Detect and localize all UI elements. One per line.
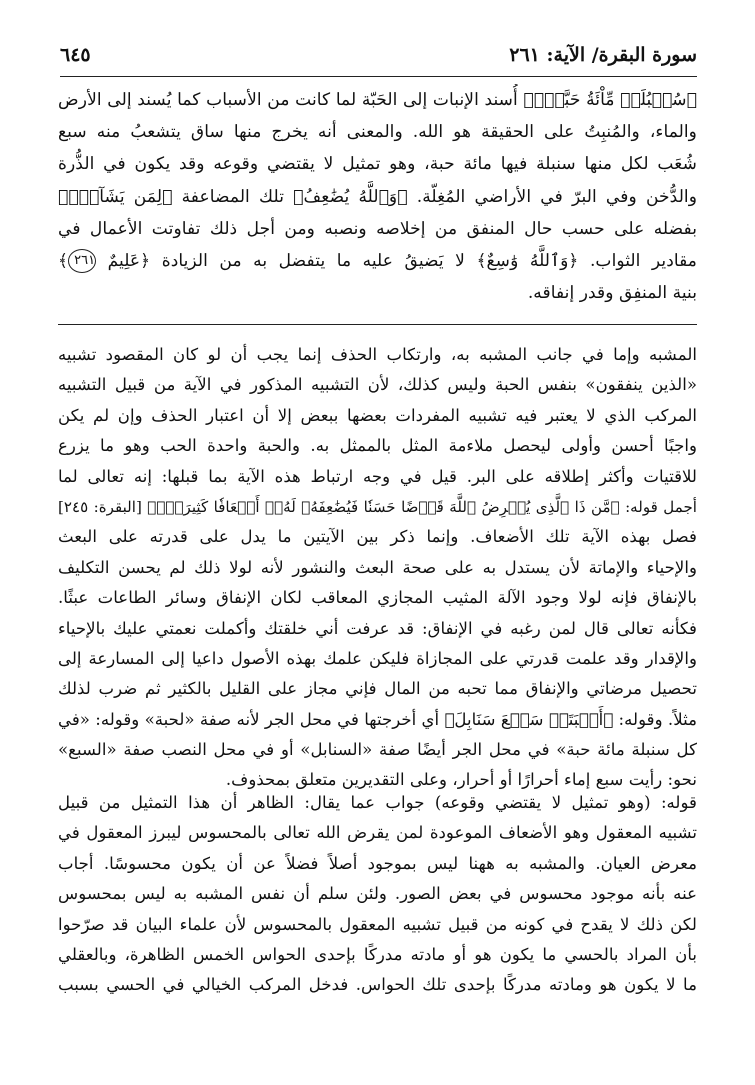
text-line: والإحياء والإماتة لأن يستدل به على صحة البعث والنشور لأنه لولا ذلك لم يحسن التكليف (58, 557, 697, 577)
text-line: تحصيل مرضاتي والإنفاق مما تحبه من المال فإني مجاز على القليل بالكثير ثم ضرب لذلك (58, 679, 697, 699)
verse-number-marker: ٢٦١ (68, 249, 96, 273)
text-line: نحو: رأيت سبع إماء أحرارًا أو أحرار، وعلى التقديرين متعلق بمحذوف. (225, 770, 697, 790)
commentary-paragraph (58, 788, 697, 1001)
text-line: والماء، والمُنبِتُ على الحقيقة هو الله. والمعنى أنه يخرج منها ساق يتشعبُ منه سبع (58, 122, 697, 143)
text-line: بفضله على حسب حال المنفق من إخلاصه ونصبه ومن أجل ذلك تفاوتت الأعمال في (58, 218, 697, 239)
text-line: فصل بهذه الآية تلك الأضعاف. وإنما ذكر بين الآيتين ما يدل على قدرته على البعث (58, 527, 697, 547)
page-number: ٦٤٥ (60, 44, 91, 66)
tafsir-text (58, 84, 697, 309)
text-line: فكأنه تعالى قال لمن رغبه في الإنفاق: قد عرفت أني خلقتك وأكملت نعمتي عليك بالإحياء (58, 618, 697, 638)
text-line: واجبًا أحسن وأولى ليحصل ملاءمة المثل بالممثل به. والحبة واحدة الحب وهو ما يزرع (58, 436, 697, 456)
text-line: للاقتيات وأكثر إطلاقه على البر. قيل في وجه ارتباط هذه الآية بما قبلها: إنه تعالى لما (58, 466, 697, 486)
text-line: أجمل قوله: ﴿مَّن ذَا ٱلَّذِى يُقۡرِضُ ٱللَّهَ قَرۡضًا حَسَنٗا فَيُضَٰعِفَهُۥ لَهُۥٓ أَضۡعَافٗا كَثِيرَةٗۚ﴾ [البقرة: ٢٤٥] (58, 497, 697, 516)
text-line: شُعَب لكل منها سنبلة فيها مائة حبة، وهو تمثيل لا يقتضي وقوعه وقد يكون في الذُّرة (58, 154, 697, 175)
text-line: المركب الذي لا يعتبر فيه تشبيه المفردات بعضها ببعض إلا أن اعتبار الحذف وإن لم يكن (58, 405, 697, 425)
text-line: ﴿سُنۢبُلَةٖ مِّاْئَةُ حَبَّةٖۗ﴾ أُسند الإنبات إلى الحَبّة لما كانت من الأسباب كما يُسند إلى الأرض (58, 90, 697, 110)
text-line: والدُّخن وفي البرّ في الأراضي المُغِلّة. ﴿وَٱللَّهُ يُضَٰعِفُ﴾ تلك المضاعفة ﴿لِمَن يَشَآءُۚ﴾ (58, 186, 697, 207)
text-line: مقادير الثواب. ﴿وَٱللَّهُ وَٰسِعٌ﴾ لا يَضيقُ عليه ما يتفضل به من الزيادة ﴿عَلِيمٌ ٢٦١﴾ (58, 245, 697, 277)
text-line: والإقدار وقد علمت قدرتي على المجازاة فليكن علمك بهذه الأصول داعيا إلى المسارعة إلى (58, 648, 697, 668)
text-line: «الذين ينفقون» بنفس الحبة وليس كذلك، لأن التشبيه المذكور في الآية من قبيل التشبيه (58, 375, 697, 395)
text-line: عنه بأنه موجود محسوس في بعض الصور. ولئن سلم أن نفس المشبه به ليس بمحسوس (58, 884, 697, 904)
text-line: معرض العيان. والمشبه به ههنا ليس بموجود أصلاً فضلاً عن أن يكون محسوسًا. أجاب (58, 853, 697, 873)
text-line: بالإنفاق فإنه لولا وجود الآلة المثيب المجازي المعاقب لكان الإنفاق وسائر الطاعات عبثًا. (58, 588, 697, 608)
text-line: كل سنبلة مائة حبة» في محل الجر أيضًا صفة «السنابل» أو في محل النصب صفة «السبع» (58, 740, 697, 760)
text-line: قوله: (وهو تمثيل لا يقتضي وقوعه) جواب عما يقال: الظاهر أن هذا التمثيل من قبيل (58, 793, 697, 812)
text-line: لكن ذلك لا يقدح في كونه من قبيل تشبيه المعقول بالمحسوس لأن علماء البيان قد صرّحوا (58, 914, 697, 934)
commentary-text (58, 340, 697, 796)
page-header (60, 40, 697, 77)
text-line: بأن المراد بالحسي ما يكون هو أو مادته مدركًا بإحدى الحواس الخمس الظاهرة، وبالعقلي (58, 944, 697, 964)
text-line: بنية المنفِق وقدر إنفاقه. (527, 283, 697, 304)
text-line-content: مقادير الثواب. ﴿وَٱللَّهُ وَٰسِعٌ﴾ لا يَضيقُ عليه ما يتفضل به من الزيادة ﴿عَلِيمٌ (107, 250, 697, 271)
text-line: ما لا يكون هو ومادته مدركًا بإحدى تلك الحواس. فدخل المركب الخيالي في الحسي بسبب (58, 975, 697, 995)
running-title: سورة البقرة/ الآية: ٢٦١ (509, 44, 697, 66)
text-line: تشبيه المعقول وهو الأضعاف الموعودة لمن يقرض الله تعالى بالمحسوس ليبرز المعقول في (58, 823, 697, 843)
text-line: المشبه وإما في جانب المشبه به، وارتكاب الحذف إنما يجب أن لو كان المقصود تشبيه (58, 345, 697, 364)
text-line: مثلاً. وقوله: ﴿أَنۢبَتَتۡ سَبۡعَ سَنَابِلَ﴾ أي أخرجتها في محل الجر لأنه صفة «لحبة» وقوله: «في (58, 709, 697, 729)
footnote-divider (58, 324, 697, 325)
